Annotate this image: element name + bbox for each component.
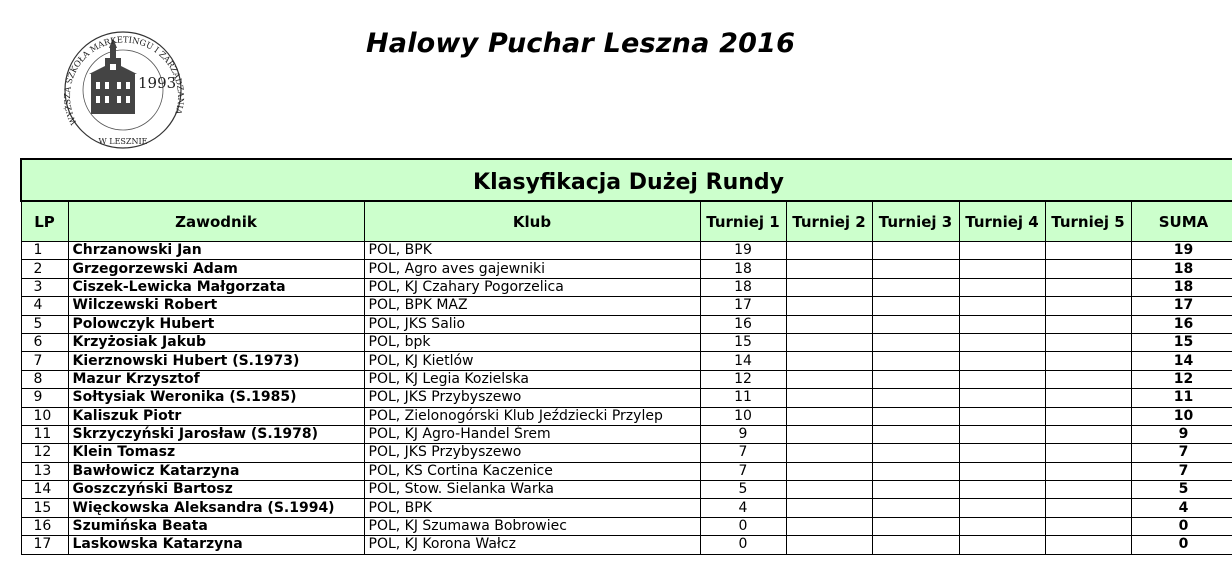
row-turniej-2: [786, 352, 872, 370]
table-row: [21, 297, 1232, 315]
row-lp: 12: [21, 444, 68, 462]
row-suma: 18: [1131, 278, 1232, 296]
row-club: POL, KJ Agro-Handel Śrem: [364, 425, 700, 443]
row-turniej-3: [872, 481, 959, 499]
table-caption: Klasyfikacja Dużej Rundy: [21, 159, 1232, 201]
col-header-t2: Turniej 2: [786, 201, 872, 242]
row-turniej-4: [959, 333, 1045, 351]
row-turniej-5: [1045, 444, 1131, 462]
row-turniej-5: [1045, 407, 1131, 425]
row-turniej-1: 9: [700, 425, 786, 443]
row-lp: 6: [21, 333, 68, 351]
row-turniej-1: 7: [700, 462, 786, 480]
row-lp: 1: [21, 242, 68, 260]
row-suma: 7: [1131, 462, 1232, 480]
row-turniej-1: 17: [700, 297, 786, 315]
table-row: [21, 481, 1232, 499]
row-lp: 13: [21, 462, 68, 480]
table-row: [21, 242, 1232, 260]
row-turniej-4: [959, 278, 1045, 296]
logo-city: W LESZNIE: [98, 137, 148, 146]
row-turniej-5: [1045, 352, 1131, 370]
row-lp: 10: [21, 407, 68, 425]
row-turniej-4: [959, 425, 1045, 443]
row-club: POL, JKS Przybyszewo: [364, 389, 700, 407]
row-turniej-5: [1045, 499, 1131, 517]
table-row: [21, 389, 1232, 407]
row-suma: 15: [1131, 333, 1232, 351]
row-turniej-3: [872, 370, 959, 388]
col-header-name: Zawodnik: [68, 201, 364, 242]
row-turniej-3: [872, 352, 959, 370]
row-suma: 19: [1131, 242, 1232, 260]
row-turniej-3: [872, 425, 959, 443]
row-lp: 9: [21, 389, 68, 407]
row-club: POL, BPK: [364, 499, 700, 517]
row-suma: 12: [1131, 370, 1232, 388]
table-row: [21, 370, 1232, 388]
row-name: Mazur Krzysztof: [68, 370, 364, 388]
row-name: Krzyżosiak Jakub: [68, 333, 364, 351]
row-turniej-1: 5: [700, 481, 786, 499]
row-turniej-3: [872, 536, 959, 554]
row-turniej-5: [1045, 278, 1131, 296]
row-turniej-4: [959, 315, 1045, 333]
row-turniej-3: [872, 297, 959, 315]
logo-arc-text: WYŻSZA SZKOŁA MARKETINGU I ZARZĄDZANIA: [61, 34, 187, 127]
row-turniej-4: [959, 444, 1045, 462]
table-row: [21, 499, 1232, 517]
row-club: POL, Zielonogórski Klub Jeździecki Przylep: [364, 407, 700, 425]
col-header-sum: SUMA: [1131, 201, 1232, 242]
row-suma: 17: [1131, 297, 1232, 315]
row-name: Szumińska Beata: [68, 517, 364, 535]
row-turniej-3: [872, 462, 959, 480]
row-turniej-1: 16: [700, 315, 786, 333]
row-lp: 7: [21, 352, 68, 370]
table-row: [21, 333, 1232, 351]
row-lp: 15: [21, 499, 68, 517]
row-turniej-2: [786, 242, 872, 260]
row-club: POL, KJ Kietlów: [364, 352, 700, 370]
row-name: Bawłowicz Katarzyna: [68, 462, 364, 480]
row-club: POL, JKS Przybyszewo: [364, 444, 700, 462]
row-turniej-4: [959, 242, 1045, 260]
row-turniej-3: [872, 389, 959, 407]
row-turniej-3: [872, 499, 959, 517]
row-turniej-2: [786, 333, 872, 351]
row-lp: 8: [21, 370, 68, 388]
row-turniej-1: 15: [700, 333, 786, 351]
row-turniej-5: [1045, 297, 1131, 315]
row-name: Skrzyczyński Jarosław (S.1978): [68, 425, 364, 443]
row-turniej-1: 0: [700, 517, 786, 535]
row-turniej-4: [959, 407, 1045, 425]
row-turniej-5: [1045, 260, 1131, 278]
table-row: [21, 444, 1232, 462]
table-row: [21, 462, 1232, 480]
row-lp: 11: [21, 425, 68, 443]
row-turniej-1: 14: [700, 352, 786, 370]
row-turniej-4: [959, 462, 1045, 480]
row-turniej-3: [872, 517, 959, 535]
row-turniej-2: [786, 315, 872, 333]
table-row: [21, 315, 1232, 333]
row-turniej-5: [1045, 242, 1131, 260]
row-club: POL, Agro aves gajewniki: [364, 260, 700, 278]
row-name: Goszczyński Bartosz: [68, 481, 364, 499]
row-club: POL, JKS Salio: [364, 315, 700, 333]
classification-table: [20, 158, 1232, 555]
row-lp: 16: [21, 517, 68, 535]
table-row: [21, 352, 1232, 370]
row-turniej-1: 0: [700, 536, 786, 554]
row-lp: 3: [21, 278, 68, 296]
row-name: Wilczewski Robert: [68, 297, 364, 315]
row-turniej-2: [786, 297, 872, 315]
row-turniej-1: 4: [700, 499, 786, 517]
row-turniej-2: [786, 260, 872, 278]
row-turniej-2: [786, 462, 872, 480]
row-turniej-3: [872, 260, 959, 278]
row-turniej-5: [1045, 462, 1131, 480]
row-turniej-2: [786, 278, 872, 296]
table-row: [21, 407, 1232, 425]
row-turniej-5: [1045, 425, 1131, 443]
col-header-t4: Turniej 4: [959, 201, 1045, 242]
row-lp: 2: [21, 260, 68, 278]
row-club: POL, KJ Szumawa Bobrowiec: [364, 517, 700, 535]
row-turniej-1: 11: [700, 389, 786, 407]
row-club: POL, Stow. Sielanka Warka: [364, 481, 700, 499]
row-club: POL, KJ Legia Kozielska: [364, 370, 700, 388]
row-club: POL, KJ Czahary Pogorzelica: [364, 278, 700, 296]
row-club: POL, bpk: [364, 333, 700, 351]
row-turniej-2: [786, 499, 872, 517]
row-club: POL, KS Cortina Kaczenice: [364, 462, 700, 480]
row-turniej-5: [1045, 517, 1131, 535]
row-turniej-3: [872, 278, 959, 296]
row-name: Sołtysiak Weronika (S.1985): [68, 389, 364, 407]
school-logo: [55, 28, 195, 156]
col-header-t5: Turniej 5: [1045, 201, 1131, 242]
row-turniej-5: [1045, 481, 1131, 499]
row-suma: 0: [1131, 517, 1232, 535]
row-turniej-2: [786, 444, 872, 462]
row-turniej-1: 7: [700, 444, 786, 462]
table-row: [21, 260, 1232, 278]
row-turniej-4: [959, 481, 1045, 499]
row-turniej-3: [872, 315, 959, 333]
row-club: POL, KJ Korona Wałcz: [364, 536, 700, 554]
row-turniej-4: [959, 352, 1045, 370]
row-suma: 4: [1131, 499, 1232, 517]
row-name: Klein Tomasz: [68, 444, 364, 462]
row-name: Polowczyk Hubert: [68, 315, 364, 333]
row-turniej-4: [959, 297, 1045, 315]
col-header-t3: Turniej 3: [872, 201, 959, 242]
row-turniej-5: [1045, 315, 1131, 333]
page-title: Halowy Puchar Leszna 2016: [366, 28, 796, 59]
row-turniej-2: [786, 481, 872, 499]
row-name: Laskowska Katarzyna: [68, 536, 364, 554]
row-turniej-4: [959, 260, 1045, 278]
row-turniej-2: [786, 370, 872, 388]
row-suma: 14: [1131, 352, 1232, 370]
row-name: Kierznowski Hubert (S.1973): [68, 352, 364, 370]
table-row: [21, 425, 1232, 443]
table-row: [21, 536, 1232, 554]
row-turniej-1: 12: [700, 370, 786, 388]
row-suma: 11: [1131, 389, 1232, 407]
row-turniej-4: [959, 389, 1045, 407]
row-turniej-5: [1045, 389, 1131, 407]
row-name: Grzegorzewski Adam: [68, 260, 364, 278]
row-name: Więckowska Aleksandra (S.1994): [68, 499, 364, 517]
row-club: POL, BPK MAZ: [364, 297, 700, 315]
col-header-club: Klub: [364, 201, 700, 242]
row-suma: 0: [1131, 536, 1232, 554]
row-lp: 5: [21, 315, 68, 333]
row-turniej-4: [959, 499, 1045, 517]
table-row: [21, 517, 1232, 535]
table-header-row: [21, 201, 1232, 242]
col-header-lp: LP: [21, 201, 68, 242]
col-header-t1: Turniej 1: [700, 201, 786, 242]
row-turniej-1: 10: [700, 407, 786, 425]
row-turniej-1: 18: [700, 278, 786, 296]
school-seal-icon: [55, 28, 195, 156]
row-name: Chrzanowski Jan: [68, 242, 364, 260]
row-lp: 17: [21, 536, 68, 554]
row-turniej-1: 19: [700, 242, 786, 260]
row-suma: 7: [1131, 444, 1232, 462]
row-club: POL, BPK: [364, 242, 700, 260]
row-turniej-4: [959, 536, 1045, 554]
row-name: Ciszek-Lewicka Małgorzata: [68, 278, 364, 296]
row-suma: 16: [1131, 315, 1232, 333]
table-row: [21, 278, 1232, 296]
row-turniej-4: [959, 370, 1045, 388]
row-suma: 10: [1131, 407, 1232, 425]
row-turniej-5: [1045, 333, 1131, 351]
row-suma: 5: [1131, 481, 1232, 499]
row-suma: 18: [1131, 260, 1232, 278]
row-name: Kaliszuk Piotr: [68, 407, 364, 425]
row-turniej-3: [872, 333, 959, 351]
row-lp: 14: [21, 481, 68, 499]
row-turniej-1: 18: [700, 260, 786, 278]
row-turniej-4: [959, 517, 1045, 535]
row-turniej-3: [872, 407, 959, 425]
row-lp: 4: [21, 297, 68, 315]
row-turniej-3: [872, 242, 959, 260]
row-turniej-2: [786, 389, 872, 407]
row-turniej-2: [786, 425, 872, 443]
row-turniej-2: [786, 536, 872, 554]
row-turniej-2: [786, 407, 872, 425]
row-turniej-2: [786, 517, 872, 535]
row-turniej-5: [1045, 370, 1131, 388]
row-suma: 9: [1131, 425, 1232, 443]
row-turniej-3: [872, 444, 959, 462]
row-turniej-5: [1045, 536, 1131, 554]
logo-year: 1993: [138, 74, 177, 92]
